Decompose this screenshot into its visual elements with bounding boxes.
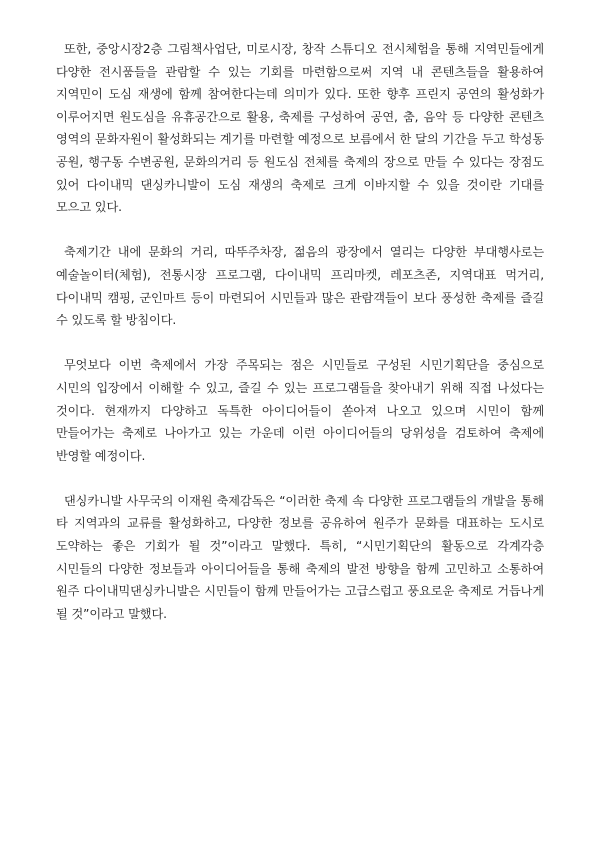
paragraph-4: 댄싱카니발 사무국의 이재원 축제감독은 “이러한 축제 속 다양한 프로그램들의 개발을 통해 타 지역과의 교류를 활성화하고, 다양한 정보를 공유하여 원주가 문화를 대표하는 도시로 도약하는 좋은 기회가 될 것”이라고 말했다. 특히, “시민기획단의 활동으로 각계각층 시민들의 다양한 정보들과 아이디어들을 통해 축제의 발전 방향을 함께 고민하고 소통하여 원주 다이내믹댄싱카니발은 시민들이 함께 만들어가는 고급스럽고 풍요로운 축제로 거듭나게 될 것”이라고 말했다. (56, 493, 544, 621)
paragraph-2: 축제기간 내에 문화의 거리, 따뚜주차장, 젊음의 광장에서 열리는 다양한 부대행사로는 예술놀이터(체험), 전통시장 프로그램, 다이내믹 프리마켓, 레포츠존, 지역대표 먹거리, 다이내믹 캠핑, 군인마트 등이 마련되어 시민들과 많은 관람객들이 보다 풍성한 축제를 즐길 수 있도록 할 방침이다. (56, 245, 544, 328)
article-body (56, 38, 544, 625)
paragraph-1: 또한, 중앙시장2층 그림책사업단, 미로시장, 창작 스튜디오 전시체험을 통해 지역민들에게 다양한 전시품들을 관람할 수 있는 기회를 마련함으로써 지역 내 콘텐츠들을 활용하여 지역민이 도심 재생에 함께 참여한다는데 의미가 있다. 또한 향후 프린지 공연의 활성화가 이루어지면 원도심을 유휴공간으로 활용, 축제를 구성하여 공연, 춤, 음악 등 다양한 콘텐츠 영역의 문화자원이 활성화되는 계기를 마련할 예정으로 보름에서 한 달의 기간을 두고 학성동 공원, 행구동 수변공원, 문화의거리 등 원도심 전체를 축제의 장으로 만들 수 있다는 장점도 있어 다이내믹 댄싱카니발이 도심 재생의 축제로 크게 이바지할 수 있을 것이란 기대를 모으고 있다. (56, 42, 544, 215)
paragraph-3: 무엇보다 이번 축제에서 가장 주목되는 점은 시민들로 구성된 시민기획단을 중심으로 시민의 입장에서 이해할 수 있고, 즐길 수 있는 프로그램들을 찾아내기 위해 직접 나섰다는 것이다. 현재까지 다양하고 독특한 아이디어들이 쏟아져 나오고 있으며 시민이 함께 만들어가는 축제로 나아가고 있는 가운데 이런 아이디어들의 당위성을 검토하여 축제에 반영할 예정이다. (56, 358, 544, 463)
